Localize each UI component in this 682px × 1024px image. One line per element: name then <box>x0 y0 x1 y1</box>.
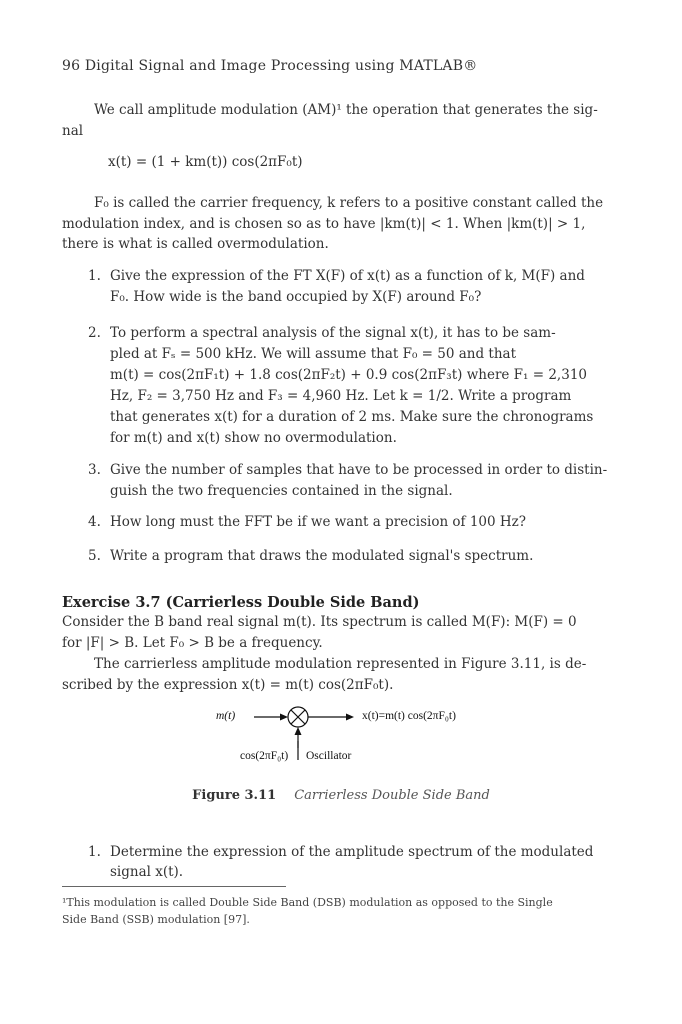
input-signal-label: m(t) <box>216 710 236 722</box>
question-line: pled at Fₛ = 500 kHz. We will assume that F₀ = 50 and that <box>110 346 516 362</box>
figure-caption-text: Carrierless Double Side Band <box>294 788 490 803</box>
intro-line-3: F₀ is called the carrier frequency, k refers to a positive constant called the <box>94 195 604 211</box>
footnote-rule <box>62 886 286 887</box>
question-number: 2. <box>88 325 101 341</box>
output-arrowhead <box>346 714 354 721</box>
intro-line-1: We call amplitude modulation (AM)¹ the operation that generates the sig- <box>94 102 598 118</box>
question-number: 1. <box>88 844 101 860</box>
am-equation: x(t) = (1 + km(t)) cos(2πF₀t) <box>108 154 303 170</box>
question-line: that generates x(t) for a duration of 2 ms. Make sure the chronograms <box>110 409 594 425</box>
question-line: signal x(t). <box>110 864 184 880</box>
figure-label: Figure 3.11 <box>192 788 277 803</box>
question-line: To perform a spectral analysis of the signal x(t), it has to be sam- <box>110 325 556 341</box>
oscillator-label: Oscillator <box>306 750 352 762</box>
question-number: 1. <box>88 268 101 284</box>
footnote-line-1: ¹This modulation is called Double Side Band (DSB) modulation as opposed to the Single <box>62 896 553 909</box>
intro-line-4: modulation index, and is chosen so as to have |km(t)| < 1. When |km(t)| > 1, <box>62 216 586 232</box>
question-line: Give the expression of the FT X(F) of x(t) as a function of k, M(F) and <box>110 268 585 284</box>
output-signal-label: x(t)=m(t) cos(2πF₀t) <box>362 710 456 722</box>
exercise-line-4: scribed by the expression x(t) = m(t) cos(2πF₀t). <box>62 677 394 693</box>
question-number: 4. <box>88 514 101 530</box>
question-line: guish the two frequencies contained in the signal. <box>110 483 453 499</box>
question-line: F₀. How wide is the band occupied by X(F) around F₀? <box>110 289 482 305</box>
input-arrowhead <box>280 714 288 721</box>
question-line: Give the number of samples that have to be processed in order to distin- <box>110 462 608 478</box>
question-number: 5. <box>88 548 101 564</box>
question-line: How long must the FFT be if we want a precision of 100 Hz? <box>110 514 527 530</box>
carrier-label: cos(2πF₀t) <box>240 750 289 762</box>
intro-line-2: nal <box>62 123 84 139</box>
question-line: Determine the expression of the amplitude spectrum of the modulated <box>110 844 594 860</box>
question-line: m(t) = cos(2πF₁t) + 1.8 cos(2πF₂t) + 0.9 cos(2πF₃t) where F₁ = 2,310 <box>110 367 587 383</box>
exercise-line-2: for |F| > B. Let F₀ > B be a frequency. <box>62 635 323 651</box>
running-header: 96 Digital Signal and Image Processing using MATLAB® <box>62 58 478 74</box>
carrier-arrowhead <box>295 727 302 735</box>
question-number: 3. <box>88 462 101 478</box>
question-line: Write a program that draws the modulated signal's spectrum. <box>110 548 534 564</box>
intro-line-5: there is what is called overmodulation. <box>62 236 329 252</box>
exercise-line-3: The carrierless amplitude modulation represented in Figure 3.11, is de- <box>94 656 587 672</box>
question-line: Hz, F₂ = 3,750 Hz and F₃ = 4,960 Hz. Let k = 1/2. Write a program <box>110 388 572 404</box>
figure-caption <box>0 788 682 803</box>
exercise-title: Exercise 3.7 (Carrierless Double Side Band) <box>62 594 420 611</box>
question-line: for m(t) and x(t) show no overmodulation. <box>110 430 397 446</box>
footnote-line-2: Side Band (SSB) modulation [97]. <box>62 913 250 926</box>
exercise-line-1: Consider the B band real signal m(t). Its spectrum is called M(F): M(F) = 0 <box>62 614 577 630</box>
